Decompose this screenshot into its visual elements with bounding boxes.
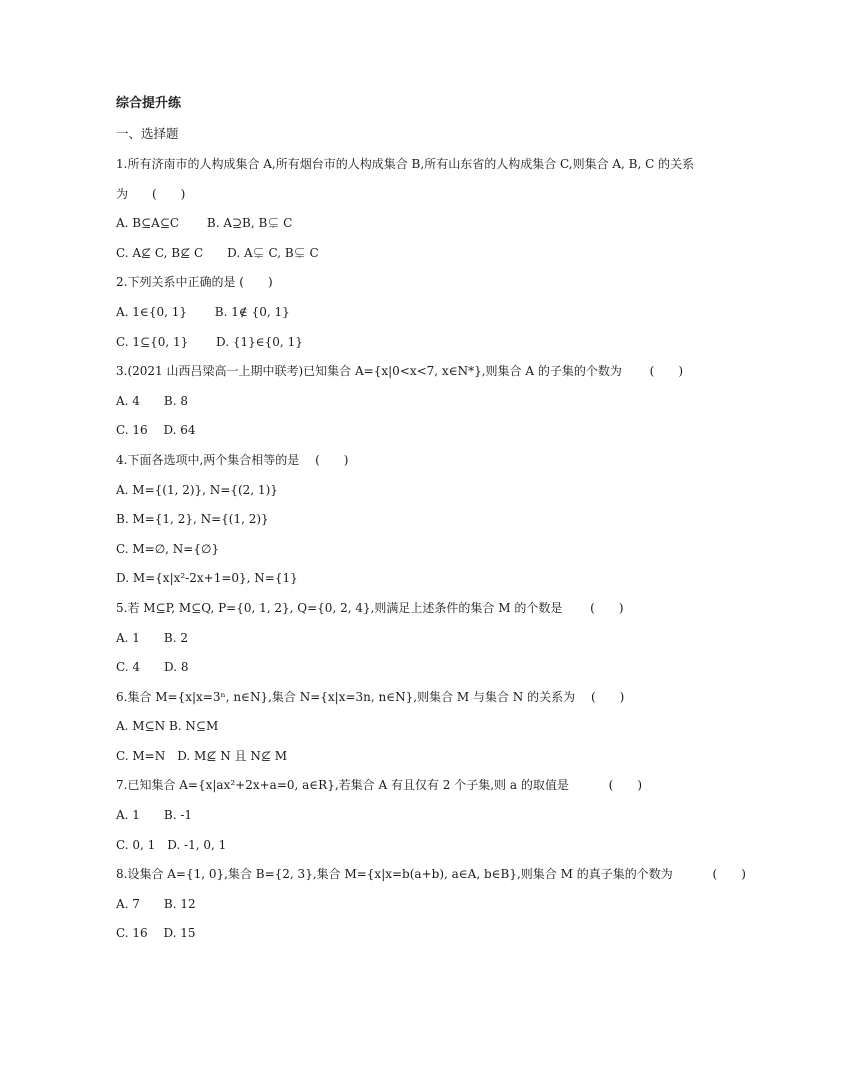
question-1-options-cd: C. A⊈ C, B⊈ C D. A⊊ C, B⊊ C bbox=[116, 245, 319, 260]
question-7-options-ab: A. 1 B. -1 bbox=[116, 808, 193, 823]
question-4-option-c: C. M=∅, N={∅} bbox=[116, 541, 220, 556]
question-1-stem-continued: 为 ( ) bbox=[116, 186, 186, 201]
question-5-options-cd: C. 4 D. 8 bbox=[116, 660, 189, 675]
question-4-option-a: A. M={(1, 2)}, N={(2, 1)} bbox=[116, 482, 278, 497]
question-3-options-ab: A. 4 B. 8 bbox=[116, 393, 189, 408]
question-5-options-ab: A. 1 B. 2 bbox=[116, 630, 189, 645]
question-2-options-cd: C. 1⊆{0, 1} D. {1}∈{0, 1} bbox=[116, 334, 303, 349]
question-1-stem: 1.所有济南市的人构成集合 A,所有烟台市的人构成集合 B,所有山东省的人构成集合 C,则集合 A, B, C 的关系 bbox=[116, 157, 695, 171]
question-3-options-cd: C. 16 D. 64 bbox=[116, 423, 196, 438]
question-3-stem: 3.(2021 山西吕梁高一上期中联考)已知集合 A={x|0<x<7, x∈N*},则集合 A 的子集的个数为 ( ) bbox=[116, 364, 683, 379]
question-8-stem: 8.设集合 A={1, 0},集合 B={2, 3},集合 M={x|x=b(a+b), a∈A, b∈B},则集合 M 的真子集的个数为 ( ) bbox=[116, 867, 746, 882]
question-1-options-ab: A. B⊆A⊆C B. A⊇B, B⊊ C bbox=[116, 216, 293, 231]
question-8-options-ab: A. 7 B. 12 bbox=[116, 896, 196, 911]
question-6-options-ab: A. M⊆N B. N⊆M bbox=[116, 719, 219, 734]
question-8-options-cd: C. 16 D. 15 bbox=[116, 926, 196, 941]
question-6-stem: 6.集合 M={x|x=3ⁿ, n∈N},集合 N={x|x=3n, n∈N},则集合 M 与集合 N 的关系为 ( ) bbox=[116, 689, 625, 704]
question-7-stem: 7.已知集合 A={x|ax²+2x+a=0, a∈R},若集合 A 有且仅有 2 个子集,则 a 的取值是 ( ) bbox=[116, 778, 643, 793]
question-5-stem: 5.若 M⊆P, M⊆Q, P={0, 1, 2}, Q={0, 2, 4},则满足上述条件的集合 M 的个数是 ( ) bbox=[116, 600, 624, 615]
question-4-stem: 4.下面各选项中,两个集合相等的是 ( ) bbox=[116, 452, 349, 467]
question-4-option-d: D. M={x|x²-2x+1=0}, N={1} bbox=[116, 571, 298, 586]
section-heading: 一、选择题 bbox=[116, 126, 179, 141]
question-6-options-cd: C. M=N D. M⊈ N 且 N⊈ M bbox=[116, 748, 287, 763]
document-page bbox=[116, 96, 756, 955]
question-2-stem: 2.下列关系中正确的是 ( ) bbox=[116, 275, 273, 290]
question-4-option-b: B. M={1, 2}, N={(1, 2)} bbox=[116, 512, 269, 527]
question-7-options-cd: C. 0, 1 D. -1, 0, 1 bbox=[116, 837, 227, 852]
page-title: 综合提升练 bbox=[116, 96, 182, 111]
question-2-options-ab: A. 1∈{0, 1} B. 1∉ {0, 1} bbox=[116, 304, 290, 319]
